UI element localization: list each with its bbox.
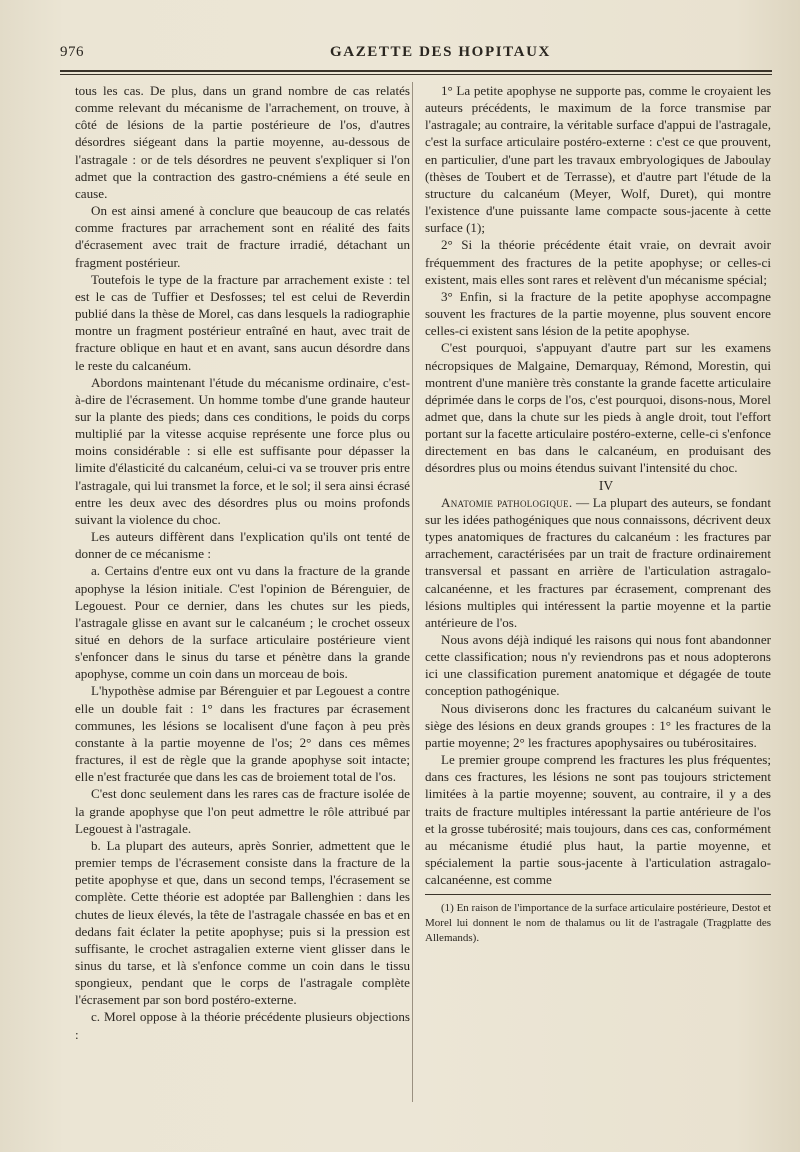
paragraph: Abordons maintenant l'étude du mécanisme ordinaire, c'est-à-dire de l'écrasement. Un homme tombe d'une grande hauteur sur la plante des pieds; dans ces conditions, le poids du corps multiplié par la vitesse acquise représente une force plus ou moins considérable : si elle est suffisante pour dépasser la limite d'élasticité du calcanéum, celui-ci va se trouver pris entre l'astragale, qui lui transmet la force, et le sol; il sera ainsi écrasé entre les deux avec des désordres plus ou moins profonds suivant la violence du choc. [75, 374, 410, 527]
section-paragraph [425, 494, 771, 631]
paragraph: b. La plupart des auteurs, après Sonrier, admettent que le premier temps de l'écrasement consiste dans la fracture de la petite apophyse et que, dans un second temps, l'écrasement se complète. Cette théorie est adoptée par Ballenghien : dans les chutes de lieux élevés, la tête de l'astragale chassée en bas et en dedans fait éclater la petite apophyse; puis si la pression est suffisante, le crochet astragalien externe vient glisser dans le sinus du tarse, et là s'enfonce comme un coin dans le tissu spongieux, pendant que le corps de l'astragale complète l'écrasement par son bord postéro-externe. [75, 837, 410, 1008]
running-title: GAZETTE DES HOPITAUX [330, 44, 551, 60]
paragraph: Toutefois le type de la fracture par arrachement existe : tel est le cas de Tuffier et Desfosses; tel est celui de Reverdin publié dans la thèse de Morel, cas dans lesquels la radiographie montre un fragment postérieur entraîné en haut, avec trait de fracture oblique en haut et en avant, sans aucun désordre dans le reste du calcanéum. [75, 271, 410, 373]
paragraph: 3° Enfin, si la fracture de la petite apophyse accompagne souvent les fractures de la partie moyenne, plus souvent encore celles-ci existent sans lésion de la petite apophyse. [425, 288, 771, 339]
section-text: — La plupart des auteurs, se fondant sur les idées pathogéniques que nous connaissons, décrivent deux types anatomiques de fractures du calcanéum : les fractures par arrachement, caractérisées par un trait de fracture ordinairement transversal et passant en arrière de l'articulation astragalo-calcanéenne, et les fractures par écrasement, comprenant des lésions multiples qui intéressent la partie moyenne et la partie antérieure de l'os. [425, 494, 771, 630]
header-rule-thin [60, 74, 772, 75]
paragraph: C'est pourquoi, s'appuyant d'autre part sur les examens nécropsiques de Malgaine, Demarquay, Rémond, Morestin, qui montrent d'une manière très constante la grande facette articulaire déprimée dans le corps de l'os, c'est pourquoi, disons-nous, Morel admet que, dans la chute sur les pieds à angle droit, tout l'effort portant sur la facette articulaire postéro-externe, celle-ci s'enfonce directement en bas dans le calcanéum, en produisant des désordres plus ou moins étendus suivant l'intensité du choc. [425, 340, 771, 476]
footnote: (1) En raison de l'importance de la surface articulaire postérieure, Destot et Morel lui donnent le nom de thalamus ou lit de l'astragale (Tragplatte des Allemands). [425, 902, 772, 945]
column-divider [412, 82, 413, 1102]
paragraph: L'hypothèse admise par Bérenguier et par Legouest a contre elle un double fait : 1° dans les fractures par écrasement communes, les lésions se localisent d'une façon à peu près constante à la partie moyenne de l'os; 2° dans ces mêmes fractures, il est de règle que la grande apophyse soit intacte; elle n'est fracturée que dans les cas de broiement total de l'os. [75, 683, 410, 785]
paragraph: Le premier groupe comprend les fractures les plus fréquentes; dans ces fractures, les lésions ne sont pas toujours strictement limitées à la partie moyenne; souvent, au contraire, il y a des traits de fracture multiples intéressant la partie antérieure de l'os et la grosse tubérosité; mais toujours, dans ces cas, conformément au mécanisme étudié plus haut, la partie moyenne, et spécialement la partie sous-jacente à l'articulation astragalo-calcanéenne, est comme [425, 752, 771, 888]
section-heading: Anatomie pathologique. [441, 494, 573, 510]
paragraph: Les auteurs diffèrent dans l'explication qu'ils ont tenté de donner de ce mécanisme : [75, 529, 410, 562]
page-number: 976 [60, 44, 84, 60]
paragraph: Nous avons déjà indiqué les raisons qui nous font abandonner cette classification; nous n'y reviendrons pas et nous adopterons ici une classification purement anatomique et dégagée de toute conception pathogénique. [425, 632, 771, 699]
page-header [60, 42, 772, 64]
paragraph: C'est donc seulement dans les rares cas de fracture isolée de la grande apophyse que l'on peut admettre le rôle attribué par Legouest à l'astragale. [75, 786, 410, 836]
paragraph: 1° La petite apophyse ne supporte pas, comme le croyaient les auteurs précédents, le maximum de la force transmise par l'astragale; au contraire, la véritable surface d'appui de l'astragale, c'est la surface articulaire postéro-externe : c'est ce que prouvent, en particulier, d'une part les travaux embryologiques de Jaboulay (thèses de Toubert et de Terrasse), et d'autre part l'étude de la structure du calcanéum (Meyer, Wolf, Duret), qui montre l'existence d'une puissante lame compacte sous-jacente à cette surface (1); [425, 83, 771, 236]
right-column [425, 82, 771, 946]
paragraph: a. Certains d'entre eux ont vu dans la fracture de la grande apophyse la lésion initiale. C'est l'opinion de Bérenguier, de Legouest. Pour ce dernier, dans les chutes sur les pieds, l'astragale glisse en avant sur le calcanéum ; le crochet osseux situé en dehors de la surface articulaire postérieure vient s'enfoncer dans le sinus du tarse et pénètre dans la grande apophyse, comme un coin dans un morceau de bois. [75, 563, 410, 682]
paragraph: On est ainsi amené à conclure que beaucoup de cas relatés comme fractures par arrachement sont en réalité des faits d'écrasement avec trait de fracture irradié, détachant un fragment postérieur. [75, 203, 410, 270]
header-rule [60, 70, 772, 72]
paragraph: 2° Si la théorie précédente était vraie, on devrait avoir fréquemment des fractures de la petite apophyse; or celles-ci existent, mais elles sont rares et relèvent d'un mécanisme spécial; [425, 237, 771, 287]
section-number: IV [598, 477, 614, 493]
paragraph: Nous diviserons donc les fractures du calcanéum suivant le siège des lésions en deux grands groupes : 1° les fractures de la partie moyenne; 2° les fractures apophysaires ou tubérositaires. [425, 700, 771, 750]
footnote-rule [425, 894, 771, 895]
paragraph: c. Morel oppose à la théorie précédente plusieurs objections : [75, 1009, 410, 1042]
paragraph: tous les cas. De plus, dans un grand nombre de cas relatés comme relevant du mécanisme de l'arrachement, on trouve, à côté de lésions de la partie postérieure de l'os, d'autres désordres siégeant dans la partie moyenne, au-dessous de l'astragale : or de tels désordres ne peuvent s'expliquer si l'on admet que la contraction des gastro-cnémiens a été seule en cause. [75, 83, 410, 201]
left-column [75, 82, 410, 1043]
